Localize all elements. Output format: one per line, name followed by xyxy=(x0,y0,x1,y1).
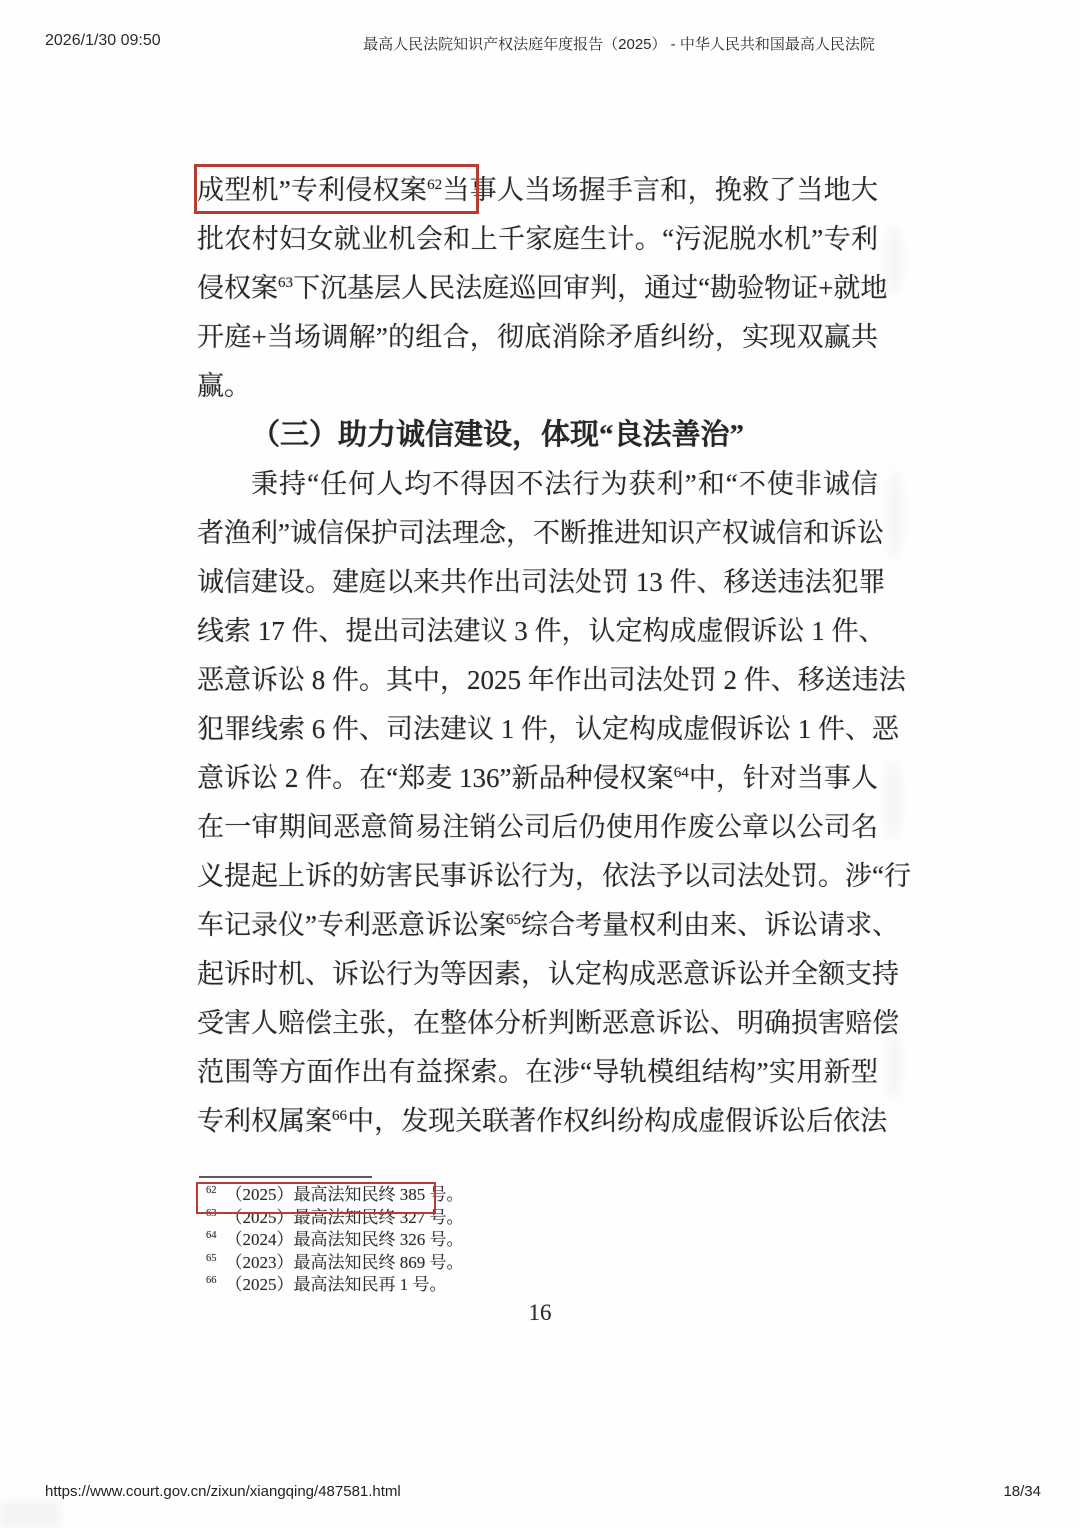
source-url: https://www.court.gov.cn/zixun/xiangqing/487581.html xyxy=(45,1483,401,1500)
footnote-number: 66 xyxy=(206,1275,217,1287)
body-line: 在一审期间恶意简易注销公司后仍使用作废公章以公司名 xyxy=(197,812,878,842)
footnote-text: （2025）最高法知民终 327 号。 xyxy=(225,1207,464,1227)
body-line: 秉持“任何人均不得因不法行为获利”和“不使非诚信 xyxy=(251,469,878,499)
body-line: 恶意诉讼 8 件。其中，2025 年作出司法处罚 2 件、移送违法 xyxy=(197,665,906,695)
footnote-reference: 66 xyxy=(332,1108,348,1124)
page-indicator: 18/34 xyxy=(1003,1483,1041,1500)
footnote-reference: 63 xyxy=(278,275,294,291)
body-line: 专利权属案$^{66}$中，发现关联著作权纠纷构成虚假诉讼后依法 xyxy=(197,1106,888,1136)
footnote-item xyxy=(201,1252,661,1275)
footnote-item xyxy=(201,1274,661,1297)
footnote-text: （2023）最高法知民终 869 号。 xyxy=(225,1252,464,1272)
scan-smudge xyxy=(886,225,902,295)
body-line: 犯罪线索 6 件、司法建议 1 件，认定构成虚假诉讼 1 件、恶 xyxy=(197,714,899,744)
document-header-title: 最高人民法院知识产权法庭年度报告（2025） - 中华人民共和国最高人民法院 xyxy=(363,36,875,53)
body-line: 意诉讼 2 件。在“郑麦 136”新品种侵权案$^{64}$中，针对当事人 xyxy=(197,763,879,793)
footnote-reference: 65 xyxy=(505,912,522,928)
footnote-number: 62 xyxy=(206,1185,217,1197)
footnote-reference: 62 xyxy=(427,177,443,193)
body-line: 赢。 xyxy=(197,371,251,401)
body-line: 起诉时机、诉讼行为等因素，认定构成恶意诉讼并全额支持 xyxy=(197,959,899,989)
document-body xyxy=(197,166,911,1146)
highlight-box-body xyxy=(194,164,479,214)
body-line: 线索 17 件、提出司法建议 3 件，认定构成虚假诉讼 1 件、 xyxy=(197,616,886,646)
highlight-box-footnote xyxy=(196,1182,436,1214)
footnote-reference: 64 xyxy=(673,765,689,781)
footnote-text: （2025）最高法知民终 385 号。 xyxy=(225,1185,464,1204)
page-number: 16 xyxy=(528,1300,552,1325)
body-line: 批农村妇女就业机会和上千家庭生计。“污泥脱水机”专利 xyxy=(197,224,878,254)
body-line: 车记录仪”专利恶意诉讼案$^{65}$综合考量权利由来、诉讼请求、 xyxy=(197,910,900,940)
body-line: 范围等方面作出有益探索。在涉“导轨模组结构”实用新型 xyxy=(197,1057,878,1087)
footnote-text: （2024）最高法知民终 326 号。 xyxy=(225,1230,464,1249)
body-line: 义提起上诉的妨害民事诉讼行为，依法予以司法处罚。涉“行 xyxy=(197,861,911,891)
body-line: 成型机”专利侵权案$^{62}$当事人当场握手言和，挽救了当地大 xyxy=(197,175,879,205)
footnote-item xyxy=(201,1229,661,1252)
footnote-number: 64 xyxy=(206,1230,217,1242)
body-line: 诚信建设。建庭以来共作出司法处罚 13 件、移送违法犯罪 xyxy=(197,567,886,597)
body-line: 开庭+当场调解”的组合，彻底消除矛盾纠纷，实现双赢共 xyxy=(197,322,878,352)
scan-smudge xyxy=(888,470,902,560)
scan-smudge xyxy=(887,1030,901,1100)
section-heading: （三）助力诚信建设，体现“良法善治” xyxy=(251,419,745,451)
body-line: 受害人赔偿主张，在整体分析判断恶意诉讼、明确损害赔偿 xyxy=(197,1008,899,1038)
scan-smudge xyxy=(0,1502,60,1528)
print-timestamp: 2026/1/30 09:50 xyxy=(45,32,161,49)
body-line: 者渔利”诚信保护司法理念，不断推进知识产权诚信和诉讼 xyxy=(197,518,884,548)
footnote-separator xyxy=(199,1176,372,1178)
footnote-text: （2025）最高法知民再 1 号。 xyxy=(225,1275,447,1294)
scan-smudge xyxy=(886,760,901,840)
footnote-number: 63 xyxy=(206,1207,217,1219)
body-line: 侵权案$^{63}$下沉基层人民法庭巡回审判，通过“勘验物证+就地 xyxy=(197,273,888,303)
footnote-number: 65 xyxy=(206,1252,217,1264)
